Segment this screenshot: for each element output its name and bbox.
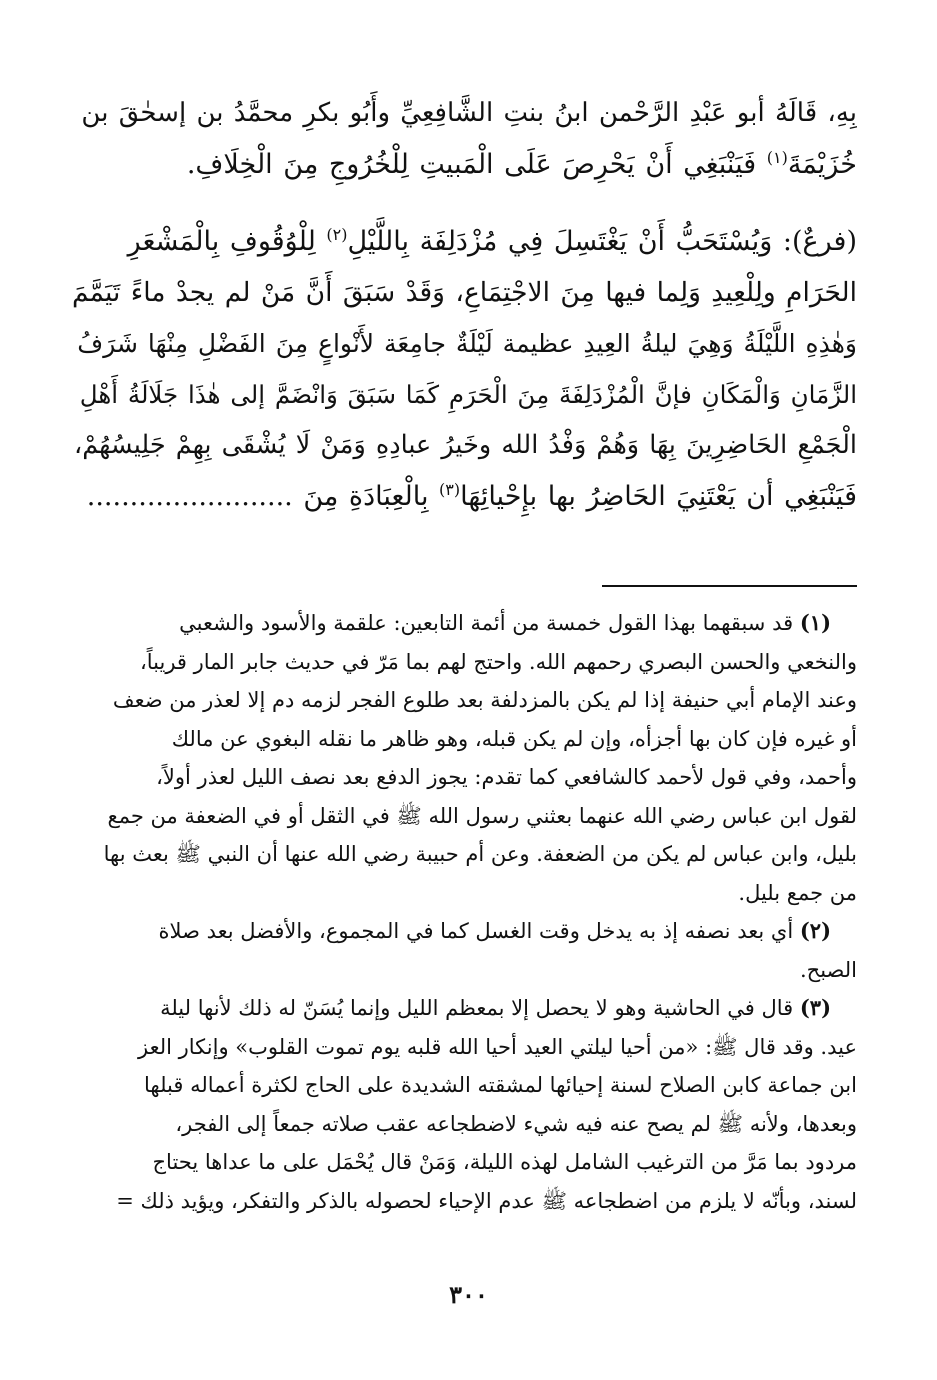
footnote-text: قد سبقهما بهذا القول خمسة من أئمة التابعين: علقمة والأسود والشعبي — [179, 611, 794, 635]
page-number: ٣٠٠ — [449, 1280, 488, 1309]
main-paragraph-2 — [72, 216, 857, 522]
footnote-line: وعند الإمام أبي حنيفة إذا لم يكن بالمزدلفة بعد طلوع الفجر لزمه دم إلا لعذر من ضعف — [112, 688, 857, 712]
footnote-line: وبعدها، ولأنه ﷺ لم يصح عنه فيه شيء لاضطجاعه عقب صلاته جمعاً إلى الفجر، — [175, 1111, 857, 1136]
main-text-run: (فرعٌ): وَيُسْتَحَبُّ أَنْ يَغْتَسِلَ فِي مُزْدَلِفَة بِاللَّيْلِ — [347, 226, 857, 257]
main-paragraph-1 — [72, 88, 857, 190]
footnote-number: (١) — [799, 610, 831, 635]
main-text-run: فَيَنْبَغِي أَنْ يَحْرِصَ عَلَى الْمَبيتِ لِلْخُرُوجِ مِنَ الْخِلَافِ. — [186, 149, 767, 180]
main-line: الحَرَامِ ولِلْعِيدِ وَلِما فيها مِنَ الاجْتِمَاعِ، وَقَدْ سَبَقَ أَنَّ مَنْ لم يجدْ ماءً تَيَمَّمَ — [72, 277, 857, 308]
footnote-line: والنخعي والحسن البصري رحمهم الله. واحتج لهم بما مَرّ في حديث جابر المار قريباً، — [139, 649, 857, 674]
footnote-marker-1: (١) — [766, 148, 788, 167]
main-line — [72, 471, 857, 522]
footnote-line: بليل، وابن عباس لم يكن من الضعفة. وعن أم حبيبة رضي الله عنها أن النبي ﷺ بعث بها — [103, 842, 857, 866]
main-text-run: لِلْوُقُوفِ بِالْمَشْعَرِ — [127, 226, 327, 257]
footnote-line — [72, 604, 857, 643]
footnote-line — [72, 912, 857, 951]
footnote-2 — [72, 912, 857, 989]
footnote-text: قال في الحاشية وهو لا يحصل إلا بمعظم الليل وإنما يُسَنّ له ذلك لأنها ليلة — [160, 996, 794, 1020]
footnotes — [72, 604, 857, 1220]
footnote-marker-3: (٣) — [439, 480, 461, 499]
footnote-line: ابن جماعة كابن الصلاح لسنة إحيائها لمشقته الشديدة على الحاج لكثرة أعماله قبلها — [143, 1073, 857, 1097]
footnote-number: (٢) — [799, 918, 831, 943]
footnote-line: عيد. وقد قال ﷺ: «من أحيا ليلتي العيد أحيا الله قلبه يوم تموت القلوب» وإنكار العز — [138, 1034, 857, 1059]
footnote-line — [72, 989, 857, 1028]
footnote-divider — [602, 585, 857, 587]
footnote-line: لسند، وبأنّه لا يلزم من اضطجاعه ﷺ عدم الإحياء لحصوله بالذكر والتفكر، ويؤيد ذلك = — [116, 1188, 857, 1213]
footnote-line: وأحمد، وفي قول لأحمد كالشافعي كما تقدم: يجوز الدفع بعد نصف الليل لعذر أولاً، — [156, 765, 857, 789]
footnote-number: (٣) — [799, 995, 831, 1020]
footnote-line: مردود بما مَرَّ من الترغيب الشامل لهذه الليلة، وَمَنْ قال يُحْمَل على ما عداها يحتاج — [152, 1150, 857, 1174]
main-line: الْجَمْعِ الحَاضِرِينَ بِهَا وَهُمْ وَفْدُ الله وخَيرُ عبادِهِ وَمَنْ لَا يُشْقَى بِهِمْ جَلِيسُهُمْ، — [73, 430, 857, 460]
main-line: الزَّمَانِ وَالْمَكَانِ فإنَّ الْمُزْدَلِفَةَ مِنَ الْحَرَمِ كَمَا سَبَقَ وَانْضَمَّ إلى هٰذَا جَلَالَةُ أَهْلِ — [79, 380, 857, 409]
footnote-1 — [72, 604, 857, 912]
main-text — [72, 88, 857, 522]
footnote-marker-2: (٢) — [326, 225, 348, 244]
main-text-run: بِالْعِبَادَةِ مِنَ — [303, 481, 440, 512]
continuation-dots: ........................ — [86, 481, 293, 512]
footnote-line: لقول ابن عباس رضي الله عنهما بعثني رسول الله ﷺ في الثقل أو في الضعفة من جمع — [107, 803, 857, 828]
main-line — [72, 216, 857, 267]
footnote-3 — [72, 989, 857, 1220]
footnote-line: من جمع بليل. — [738, 880, 857, 905]
main-line: بِهِ، قَالَهُ أبو عَبْدِ الرَّحْمن ابنُ بنتِ الشَّافِعِيِّ وأَبُو بكرِ محمَّدُ بن إسحٰقَ بن — [81, 98, 857, 128]
footnote-text: أي بعد نصفه إذ به يدخل وقت الغسل كما في المجموع، والأفضل بعد صلاة — [158, 919, 794, 943]
main-line: وَهٰذِهِ اللَّيْلَةُ وَهِيَ ليلةُ العِيدِ عظيمة لَيْلَةٌ جامِعَة لأَنْواعٍ مِنَ الفَضْلِ مِنْهَا شَرَفُ — [77, 329, 857, 358]
main-text-run: فَيَنْبَغِي أن يَعْتَنِيَ الحَاضِرُ بها بإِحْيائِهَا — [460, 481, 857, 512]
footnote-line: أو غيره فإن كان بها أجزأه، وإن لم يكن قبله، وهو ظاهر ما نقله البغوي عن مالك — [171, 726, 857, 751]
main-line — [72, 139, 857, 190]
footnote-line: الصبح. — [799, 957, 857, 982]
main-text-run: خُزَيْمَةَ — [787, 149, 857, 180]
